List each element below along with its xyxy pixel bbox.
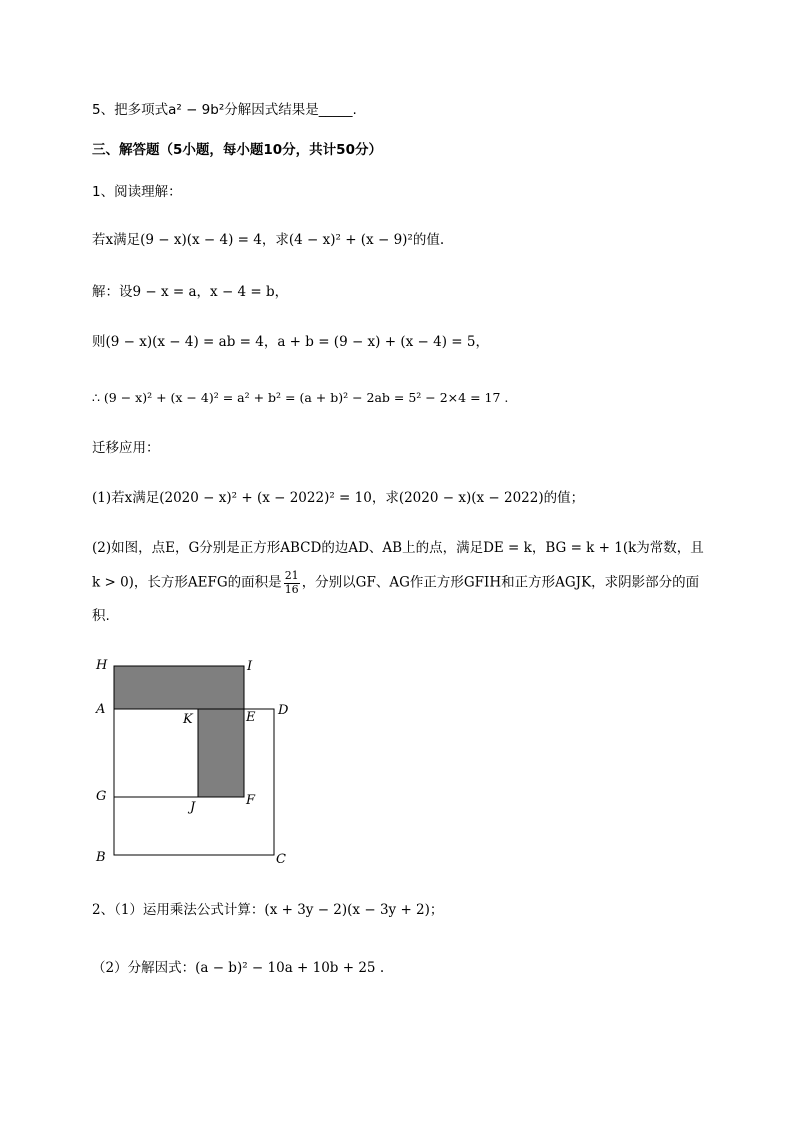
label-f: F [246,793,256,808]
label-i: I [247,659,253,674]
shaded-rectangle-top [114,666,244,709]
label-j: J [190,800,196,815]
question-1-given: 若x满足(9 − x)(x − 4) = 4，求(4 − x)² + (x − 9)²的值. [92,232,445,248]
geometry-figure [92,656,302,868]
part-2-line-3: 积. [92,608,110,624]
part-2-line-2 [92,570,699,596]
part-2-line-2-start: k > 0)，长方形AEFG的面积是 [92,574,282,591]
solution-line-2: 则(9 − x)(x − 4) = ab = 4，a + b = (9 − x) + (x − 4) = 5， [92,334,489,350]
solution-line-1: 解：设9 − x = a，x − 4 = b， [92,284,289,300]
label-h: H [96,658,108,673]
section-heading: 三、解答题（5小题，每小题10分，共计50分） [92,142,382,158]
question-1-title: 1、阅读理解： [92,184,182,200]
label-g: G [96,789,107,804]
transfer-heading: 迁移应用： [92,440,160,456]
fraction-numerator: 21 [284,569,299,582]
question-5: 5、把多项式a² − 9b²分解因式结果是_____. [92,102,357,118]
shaded-rectangle-side [198,709,244,797]
part-2-line-2-end: ，分别以GF、AG作正方形GFIH和正方形AGJK，求阴影部分的面 [301,574,700,591]
part-1-question: (1)若x满足(2020 − x)² + (x − 2022)² = 10，求(2020 − x)(x − 2022)的值； [92,490,585,506]
label-d: D [278,703,289,718]
label-b: B [96,850,106,865]
label-c: C [276,852,286,867]
part-2-line-1: (2)如图，点E，G分别是正方形ABCD的边AD、AB上的点，满足DE = k，BG = k + 1(k为常数，且 [92,540,704,556]
question-2-part-2: （2）分解因式：(a − b)² − 10a + 10b + 25 . [92,960,385,976]
question-2-part-1: 2、（1）运用乘法公式计算：(x + 3y − 2)(x − 3y + 2)； [92,902,444,918]
label-k: K [183,712,193,727]
solution-line-3: ∴ (9 − x)² + (x − 4)² = a² + b² = (a + b)² − 2ab = 5² − 2×4 = 17 . [92,390,509,405]
fraction-denominator: 16 [284,582,299,596]
area-fraction [284,570,300,596]
label-a: A [96,702,106,717]
label-e: E [246,710,256,725]
square-abcd [114,709,274,855]
